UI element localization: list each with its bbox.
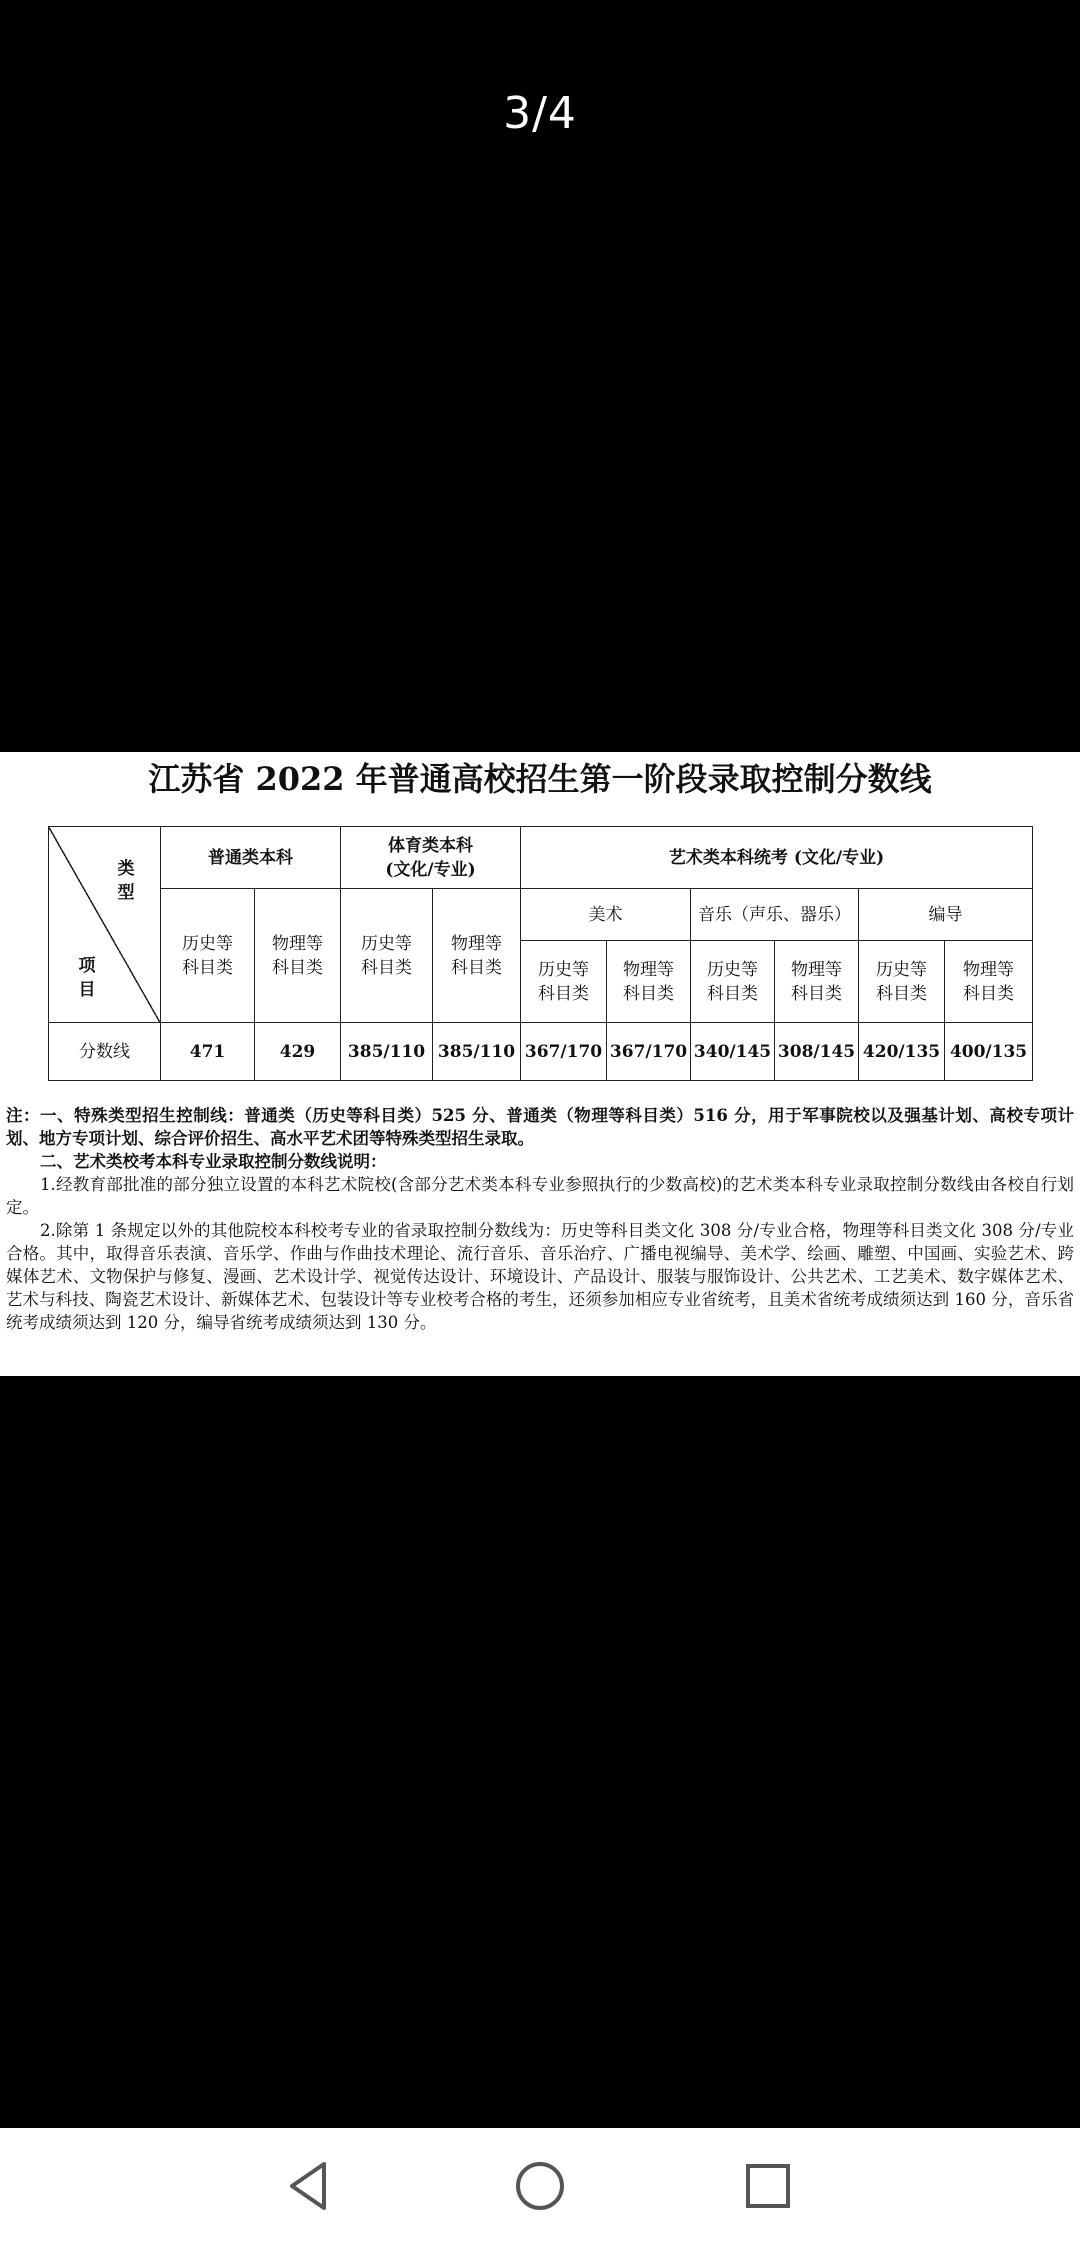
group-sports-header: [341, 827, 521, 889]
score-table: [48, 826, 1033, 1081]
group-sports-line2: (文化/专业): [385, 859, 476, 880]
col-line1: 物理等: [963, 959, 1015, 980]
home-button[interactable]: [510, 2156, 570, 2216]
system-navigation-bar: [0, 2128, 1080, 2244]
col-line1: 物理等: [791, 959, 843, 980]
square-recents-icon: [740, 2158, 796, 2214]
document-image[interactable]: [0, 752, 1080, 1376]
general-physics-header: [255, 889, 341, 1023]
note-arts-item-1: 1.经教育部批准的部分独立设置的本科艺术院校(含部分艺术类本科专业参照执行的少数高校)的艺术类本科专业录取控制分数线由各校自行划定。: [6, 1175, 1074, 1217]
col-line2: 科目类: [272, 957, 323, 978]
note-special-types: 注：一、特殊类型招生控制线：普通类（历史等科目类）525 分、普通类（物理等科目类）516 分，用于军事院校以及强基计划、高校专项计划、地方专项计划、综合评价招生、高水平艺术团等特殊类型招生录取。: [6, 1106, 1074, 1148]
col-line1: 历史等: [182, 933, 233, 954]
triangle-back-icon: [282, 2158, 334, 2214]
col-line1: 物理等: [451, 933, 502, 954]
note-arts-item-2: 2.除第 1 条规定以外的其他院校本科校考专业的省录取控制分数线为：历史等科目类文化 308 分/专业合格，物理等科目类文化 308 分/专业合格。其中，取得音乐表演、音乐学、作曲与作曲技术理论、流行音乐、音乐治疗、广播电视编导、美术学、绘画、雕塑、中国画、实验艺术、跨媒体艺术、文物保护与修复、漫画、艺术设计学、视觉传达设计、环境设计、产品设计、服装与服饰设计、公共艺术、工艺美术、数字媒体艺术、艺术与科技、陶瓷艺术设计、新媒体艺术、包装设计等专业校考合格的考生，还须参加相应专业省统考，且美术省统考成绩须达到 160 分，音乐省统考成绩须达到 120 分，编导省统考成绩须达到 130 分。: [6, 1221, 1074, 1332]
music-physics-header: [775, 941, 859, 1023]
col-line1: 物理等: [272, 933, 323, 954]
col-line1: 物理等: [623, 959, 675, 980]
score-cell: 367/170: [607, 1023, 691, 1081]
document-title: 江苏省 2022 年普通高校招生第一阶段录取控制分数线: [148, 760, 932, 798]
score-cell: 429: [255, 1023, 341, 1081]
col-line2: 科目类: [451, 957, 502, 978]
col-line2: 科目类: [791, 983, 843, 1004]
sub-directing-header: 编导: [859, 889, 1033, 941]
music-history-header: [691, 941, 775, 1023]
score-cell: 471: [161, 1023, 255, 1081]
corner-type-label: 类型: [117, 859, 135, 903]
notes-section: [6, 1104, 1074, 1334]
directing-history-header: [859, 941, 945, 1023]
col-line1: 历史等: [876, 959, 928, 980]
score-cell: 308/145: [775, 1023, 859, 1081]
score-cell: 367/170: [521, 1023, 607, 1081]
score-cell: 385/110: [433, 1023, 521, 1081]
score-cell: 340/145: [691, 1023, 775, 1081]
directing-physics-header: [945, 941, 1033, 1023]
score-cell: 385/110: [341, 1023, 433, 1081]
col-line2: 科目类: [963, 983, 1015, 1004]
note-arts-heading: 二、艺术类校考本科专业录取控制分数线说明：: [40, 1152, 387, 1171]
col-line2: 科目类: [538, 983, 590, 1004]
col-line1: 历史等: [538, 959, 590, 980]
corner-item-label: 项目: [78, 956, 96, 1000]
sports-history-header: [341, 889, 433, 1023]
group-arts-header: 艺术类本科统考 (文化/专业): [521, 827, 1033, 889]
col-line1: 历史等: [707, 959, 759, 980]
recents-button[interactable]: [738, 2156, 798, 2216]
group-general-header: 普通类本科: [161, 827, 341, 889]
col-line2: 科目类: [361, 957, 412, 978]
page-counter: 3/4: [503, 88, 577, 139]
col-line1: 历史等: [361, 933, 412, 954]
score-cell: 420/135: [859, 1023, 945, 1081]
col-line2: 科目类: [623, 983, 675, 1004]
circle-home-icon: [512, 2158, 568, 2214]
col-line2: 科目类: [707, 983, 759, 1004]
sub-fine-arts-header: 美术: [521, 889, 691, 941]
general-history-header: [161, 889, 255, 1023]
sub-music-header: 音乐（声乐、器乐）: [691, 889, 859, 941]
arts-physics-header: [607, 941, 691, 1023]
sports-physics-header: [433, 889, 521, 1023]
table-row: [49, 1023, 1033, 1081]
score-cell: 400/135: [945, 1023, 1033, 1081]
arts-history-header: [521, 941, 607, 1023]
group-sports-line1: 体育类本科: [388, 835, 473, 856]
col-line2: 科目类: [876, 983, 928, 1004]
col-line2: 科目类: [182, 957, 233, 978]
corner-header-cell: [49, 827, 161, 1023]
back-button[interactable]: [278, 2156, 338, 2216]
row-label-score-line: 分数线: [49, 1023, 161, 1081]
